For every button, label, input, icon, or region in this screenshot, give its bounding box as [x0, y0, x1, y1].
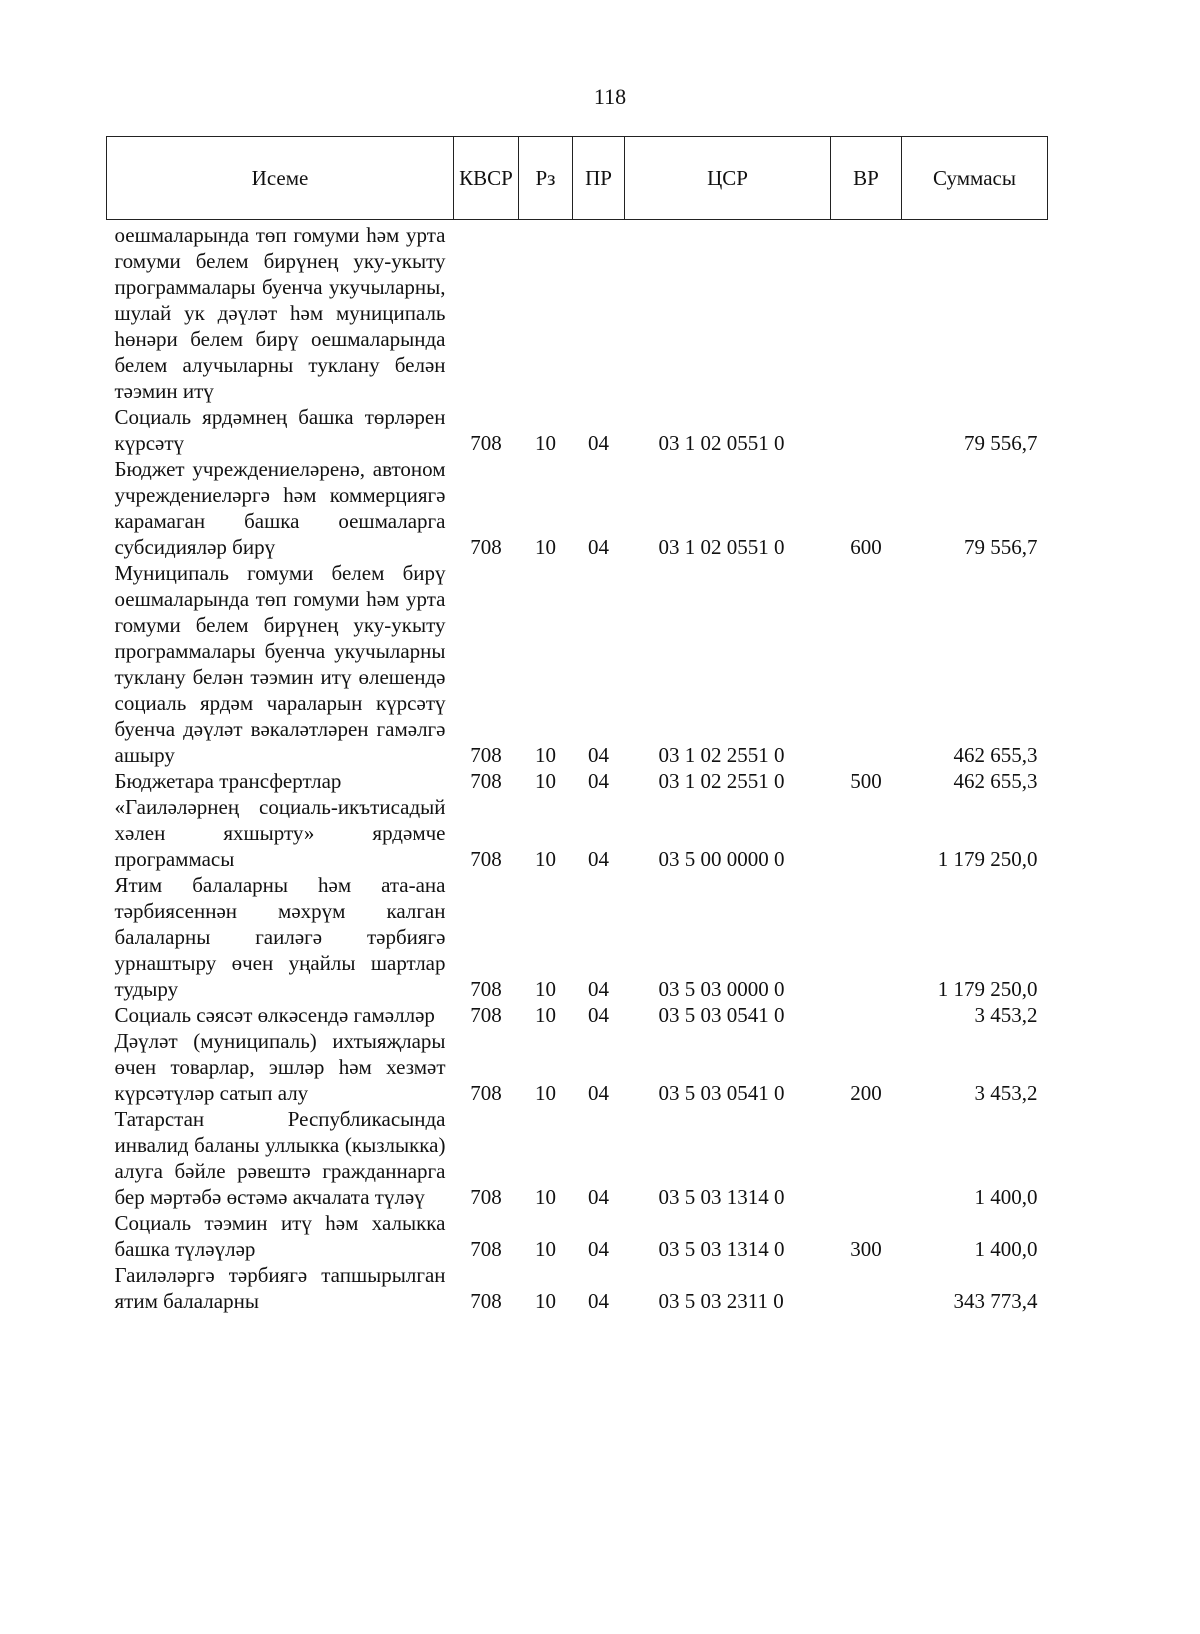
cell-pr: 04 [588, 431, 609, 455]
header-pr: ПР [573, 137, 625, 220]
cell-name: Дәүләт (муниципаль) ихтыяҗлары өчен товарлар, эшләр һәм хезмәт күрсәтүләр сатып алу [114, 1029, 446, 1105]
cell-csr: 03 5 00 0000 0 [658, 847, 785, 871]
table-header-row [107, 137, 1048, 220]
cell-csr: 03 1 02 2551 0 [658, 743, 785, 767]
cell-csr: 03 1 02 2551 0 [658, 769, 785, 793]
cell-rz: 10 [535, 1081, 556, 1105]
cell-kvsr: 708 [470, 535, 502, 559]
cell-sum: 3 453,2 [974, 1081, 1038, 1105]
table-row [107, 1106, 1048, 1210]
table-row [107, 560, 1048, 768]
cell-sum: 343 773,4 [953, 1289, 1038, 1313]
cell-rz: 10 [535, 535, 556, 559]
cell-name: Муниципаль гомуми белем бирү оешмаларында төп гомуми һәм урта гомуми белем бирүнең уку-укыту программалары буенча укучыларны туклану белән тәэмин итү өлешендә социаль ярдәм чараларын күрсәтү буенча дәүләт вәкаләтләрен гамәлгә ашыру [114, 561, 446, 767]
cell-pr: 04 [588, 1081, 609, 1105]
cell-pr [573, 220, 625, 405]
cell-vr [831, 220, 902, 405]
cell-csr: 03 1 02 0551 0 [658, 535, 785, 559]
cell-vr [831, 872, 902, 1002]
cell-kvsr: 708 [470, 769, 502, 793]
budget-table [106, 136, 1048, 1314]
table-body [107, 220, 1048, 1315]
cell-pr: 04 [588, 1237, 609, 1261]
cell-sum: 462 655,3 [953, 769, 1038, 793]
cell-name: Татарстан Республикасында инвалид баланы уллыкка (кызлыкка) алуга бәйле рәвештә гражданнарга бер мәртәбә өстәмә акчалата түләү [114, 1107, 446, 1209]
header-csr: ЦСР [625, 137, 831, 220]
cell-name: «Гаиләләрнең социаль-икътисадый хәлен яхшырту» ярдәмче программасы [114, 795, 446, 871]
table-row [107, 456, 1048, 560]
cell-vr [831, 1262, 902, 1314]
cell-kvsr: 708 [470, 1237, 502, 1261]
cell-pr: 04 [588, 847, 609, 871]
table-row [107, 404, 1048, 456]
cell-csr: 03 5 03 1314 0 [658, 1237, 785, 1261]
cell-kvsr: 708 [470, 1289, 502, 1313]
cell-vr: 200 [850, 1081, 882, 1105]
cell-kvsr: 708 [470, 1185, 502, 1209]
page-number: 118 [593, 84, 627, 109]
cell-rz: 10 [535, 743, 556, 767]
cell-kvsr: 708 [470, 977, 502, 1001]
cell-pr: 04 [588, 535, 609, 559]
cell-rz: 10 [535, 1185, 556, 1209]
cell-rz: 10 [535, 769, 556, 793]
cell-vr [831, 1002, 902, 1028]
cell-sum: 1 179 250,0 [937, 847, 1038, 871]
cell-name: Бюджет учреждениеләренә, автоном учреждениеләргә һәм коммерциягә карамаган башка оешмаларга субсидияләр бирү [114, 457, 446, 559]
table-row [107, 872, 1048, 1002]
cell-name: Социаль тәэмин итү һәм халыкка башка түләүләр [114, 1211, 446, 1261]
cell-kvsr: 708 [470, 1081, 502, 1105]
cell-pr: 04 [588, 1289, 609, 1313]
cell-name: Социаль ярдәмнең башка төрләрен күрсәтү [114, 405, 446, 455]
table-row [107, 1262, 1048, 1314]
cell-pr: 04 [588, 769, 609, 793]
table-row [107, 220, 1048, 405]
cell-sum: 1 400,0 [974, 1237, 1038, 1261]
cell-sum: 79 556,7 [964, 431, 1038, 455]
cell-csr: 03 5 03 1314 0 [658, 1185, 785, 1209]
table-row [107, 1210, 1048, 1262]
cell-sum: 3 453,2 [974, 1003, 1038, 1027]
cell-name: Гаиләләргә тәрбиягә тапшырылган ятим балаларны [114, 1263, 446, 1313]
cell-kvsr: 708 [470, 743, 502, 767]
cell-vr [831, 560, 902, 768]
cell-pr: 04 [588, 977, 609, 1001]
cell-sum: 79 556,7 [964, 535, 1038, 559]
header-sum: Суммасы [902, 137, 1048, 220]
cell-rz: 10 [535, 1237, 556, 1261]
cell-name: Бюджетара трансфертлар [114, 769, 342, 793]
header-name: Исеме [107, 137, 454, 220]
cell-rz: 10 [535, 1289, 556, 1313]
cell-sum: 462 655,3 [953, 743, 1038, 767]
cell-pr: 04 [588, 1185, 609, 1209]
cell-csr: 03 5 03 0541 0 [658, 1081, 785, 1105]
cell-sum [902, 220, 1048, 405]
cell-name: Ятим балаларны һәм ата-ана тәрбиясеннән мәхрүм калган балаларны гаиләгә тәрбиягә урнаштыру өчен уңайлы шартлар тудыру [114, 873, 446, 1001]
table-row [107, 794, 1048, 872]
cell-rz: 10 [535, 431, 556, 455]
table-row [107, 1028, 1048, 1106]
cell-csr: 03 5 03 0541 0 [658, 1003, 785, 1027]
cell-vr [831, 1106, 902, 1210]
cell-csr [625, 220, 831, 405]
cell-sum: 1 179 250,0 [937, 977, 1038, 1001]
table-row [107, 1002, 1048, 1028]
cell-rz: 10 [535, 977, 556, 1001]
cell-vr: 500 [850, 769, 882, 793]
cell-csr: 03 5 03 2311 0 [658, 1289, 784, 1313]
cell-name: Социаль сәясәт өлкәсендә гамәлләр [114, 1003, 435, 1027]
header-rz: Рз [519, 137, 573, 220]
cell-vr [831, 794, 902, 872]
header-vr: ВР [831, 137, 902, 220]
cell-sum: 1 400,0 [974, 1185, 1038, 1209]
cell-csr: 03 5 03 0000 0 [658, 977, 785, 1001]
cell-rz: 10 [535, 847, 556, 871]
cell-pr: 04 [588, 743, 609, 767]
cell-vr [831, 404, 902, 456]
cell-csr: 03 1 02 0551 0 [658, 431, 785, 455]
cell-name: оешмаларында төп гомуми һәм урта гомуми белем бирүнең уку-укыту программалары буенча укучыларны, шулай ук дәүләт һәм муниципаль һөнәри белем бирү оешмаларында белем алучыларны туклану белән тәэмин итү [114, 223, 446, 403]
cell-vr: 600 [850, 535, 882, 559]
cell-vr: 300 [850, 1237, 882, 1261]
cell-kvsr: 708 [470, 1003, 502, 1027]
cell-rz [519, 220, 573, 405]
cell-kvsr [454, 220, 519, 405]
cell-pr: 04 [588, 1003, 609, 1027]
table-row [107, 768, 1048, 794]
cell-rz: 10 [535, 1003, 556, 1027]
cell-kvsr: 708 [470, 431, 502, 455]
cell-kvsr: 708 [470, 847, 502, 871]
header-kvsr: КВСР [454, 137, 519, 220]
